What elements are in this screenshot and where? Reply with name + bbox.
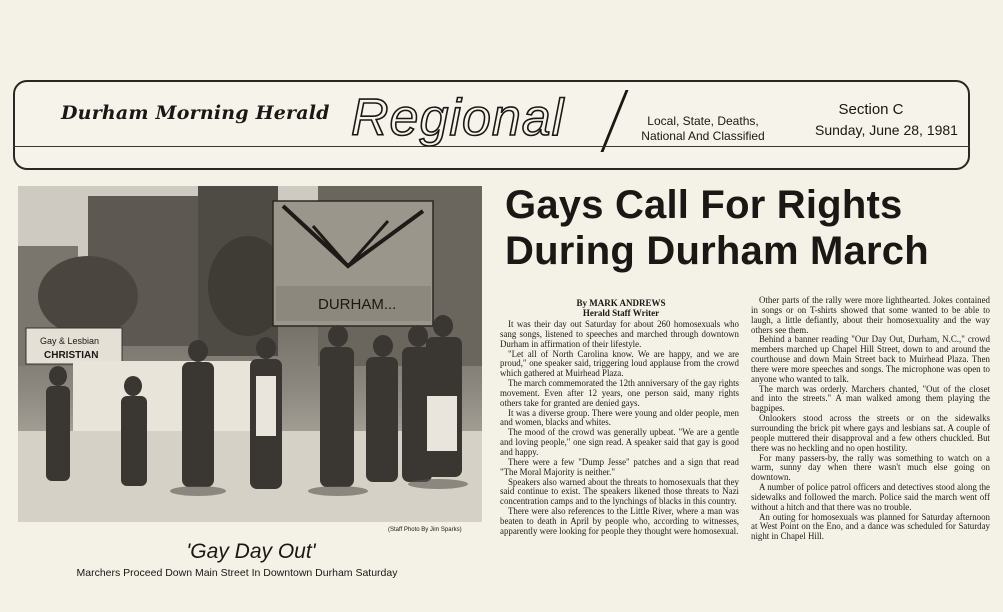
section-subtitle-line1: Local, State, Deaths,: [647, 114, 759, 128]
article-column-2: [751, 296, 990, 542]
march-photo-illustration: [18, 186, 482, 522]
headline-line1: Gays Call For Rights: [505, 183, 903, 227]
paragraph: There were also references to the Little River, where a man was beaten to death in April by people who, according to witnesses, apparently were looking for people they thought were homosexual.: [500, 506, 739, 536]
paragraph: Other parts of the rally were more lighthearted. Jokes contained in songs or on T-shirts showed that some wanted to be able to laugh, a little defiantly, about their homosexuality and the way others see them.: [751, 295, 990, 335]
section-subtitle-line2: National And Classified: [641, 129, 765, 143]
paper-name: Durham Morning Herald: [61, 102, 330, 124]
headline: [505, 182, 985, 274]
paragraph: "Let all of North Carolina know. We are happy, and we are proud," one speaker said, triggering loud applause from the crowd which gathered at Muirhead Plaza.: [500, 348, 739, 379]
paragraph: It was a diverse group. There were young and older people, men and women, blacks and whites.: [500, 407, 739, 428]
caption-text: Marchers Proceed Down Main Street In Downtown Durham Saturday: [76, 567, 398, 579]
sign-text-line2: CHRISTIAN: [44, 350, 99, 361]
article-column-1: [500, 320, 739, 537]
banner-text: DURHAM...: [318, 296, 397, 313]
paragraph: For many passers-by, the rally was something to watch on a warm, sunny day when there wasn't much else going on downtown.: [751, 452, 990, 483]
paragraph: The march was orderly. Marchers chanted, "Out of the closet and into the streets." A man walked among them playing the bagpipes.: [751, 383, 990, 414]
photo-credit: (Staff Photo By Jim Sparks): [388, 527, 462, 533]
issue-date: Sunday, June 28, 1981: [815, 122, 958, 138]
sign-text-line1: Gay & Lesbian: [40, 336, 100, 346]
paragraph: The mood of the crowd was generally upbeat. "We are a gentle and loving people," one sign read. A speaker said that gay is good and happy.: [500, 427, 739, 457]
section-word: Regional: [351, 89, 565, 147]
paragraph: The march commemorated the 12th anniversary of the gay rights movement. Even after 12 years, one person said, many rights others take for granted are denied gays.: [500, 378, 739, 408]
paragraph: It was their day out Saturday for about 260 homosexuals who sang songs, listened to speeches and marched through downtown Durham in affirmation of their lifestyle.: [500, 319, 739, 349]
headline-line2: During Durham March: [505, 229, 929, 273]
section-masthead: [13, 80, 970, 170]
paragraph: An outing for homosexuals was planned for Saturday afternoon at West Point on the Eno, and a dance was scheduled for Saturday night in Chapel Hill.: [751, 511, 990, 542]
section-label: Section C: [838, 101, 904, 118]
masthead-rule: [13, 146, 970, 147]
byline: [503, 298, 739, 318]
paragraph: A number of police patrol officers and detectives stood along the sidewalks and followed the march. Police said the march went off without a hitch and that there was no trouble.: [751, 482, 990, 512]
slash-divider: [600, 90, 628, 152]
paragraph: Onlookers stood across the streets or on the sidewalks surrounding the brick pit where gays and lesbians sat. A couple of people muttered their disapproval and a few others chuckled. But there was no heckling and no open hostility.: [751, 413, 990, 453]
section-subtitle: [637, 114, 769, 144]
caption-title: 'Gay Day Out': [186, 540, 316, 563]
paragraph: Behind a banner reading "Our Day Out, Durham, N.C.," crowd members marched up Chapel Hill Street, down to and around the courthouse and down Main Street back to Muirhead Plaza. Then there were more speeches and songs. The microphone was open to anyone who wanted to talk.: [751, 334, 990, 384]
march-photo: [18, 186, 482, 522]
paragraph: Speakers also warned about the threats to homosexuals that they said continue to exist. The speakers likened those threats to Nazi concentration camps and to the lynchings of blacks in this country.: [500, 476, 739, 507]
byline-title: Herald Staff Writer: [582, 308, 660, 318]
paragraph: There were a few "Dump Jesse" patches and a sign that read "The Moral Majority is neither.": [500, 456, 739, 477]
byline-name: By MARK ANDREWS: [576, 298, 666, 308]
